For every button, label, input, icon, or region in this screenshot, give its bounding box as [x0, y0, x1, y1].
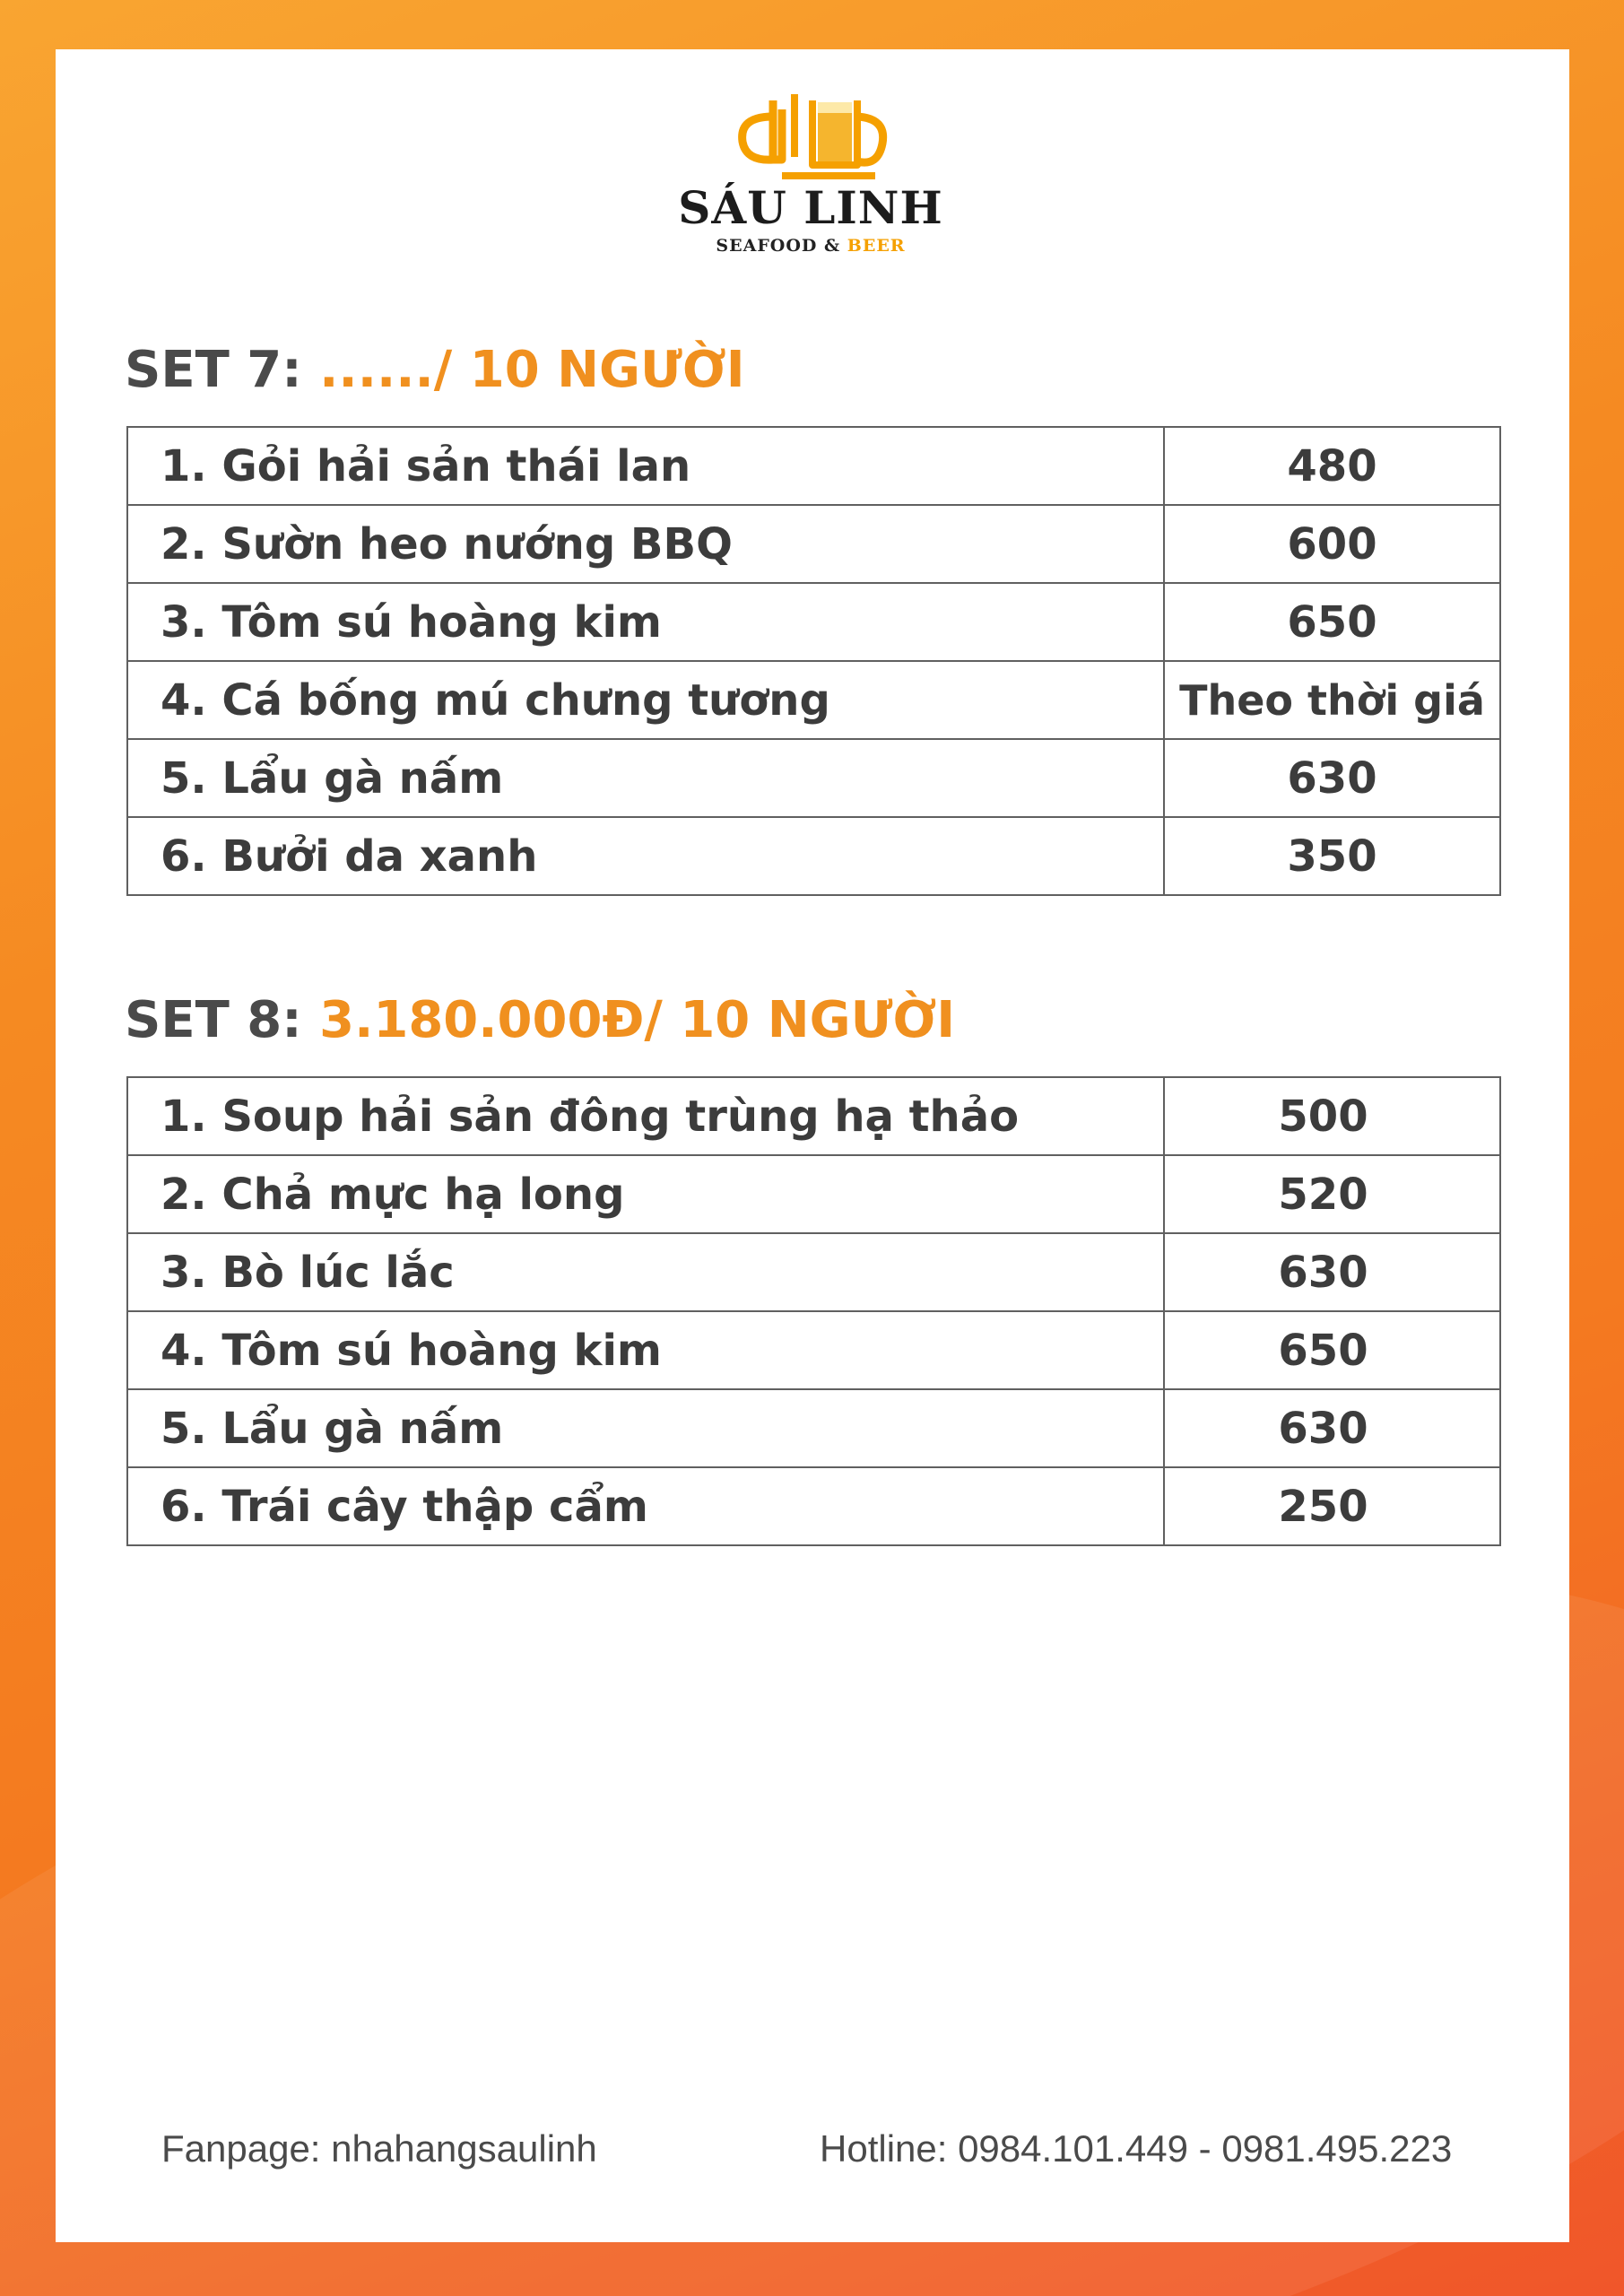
beer-glasses-icon [730, 90, 891, 184]
set8-price: 3.180.000Đ/ 10 NGƯỜI [319, 991, 956, 1049]
dish-price: 350 [1164, 817, 1500, 895]
table-row [127, 1233, 1500, 1311]
dish-name: 3. Tôm sú hoàng kim [127, 583, 1164, 661]
table-row [127, 1311, 1500, 1389]
table-row [127, 661, 1500, 739]
set7-heading [125, 341, 745, 399]
brand-tagline [669, 238, 952, 255]
dish-name: 4. Cá bống mú chưng tương [127, 661, 1164, 739]
table-row [127, 1389, 1500, 1467]
brand-tagline-accent: BEER [847, 236, 906, 256]
brand-tagline-main: SEAFOOD & [716, 236, 841, 256]
dish-name: 2. Sườn heo nướng BBQ [127, 505, 1164, 583]
dish-name: 1. Soup hải sản đông trùng hạ thảo [127, 1077, 1164, 1155]
set8-label: SET 8: [125, 991, 302, 1049]
dish-price: 630 [1164, 739, 1500, 817]
table-row [127, 1155, 1500, 1233]
dish-name: 2. Chả mực hạ long [127, 1155, 1164, 1233]
dish-price: Theo thời giá [1164, 661, 1500, 739]
dish-price: 630 [1164, 1389, 1500, 1467]
set8-menu-table [126, 1076, 1501, 1546]
fanpage-text: Fanpage: nhahangsaulinh [161, 2127, 597, 2170]
table-row [127, 739, 1500, 817]
set7-menu-table [126, 426, 1501, 896]
dish-price: 500 [1164, 1077, 1500, 1155]
dish-price: 630 [1164, 1233, 1500, 1311]
set7-label: SET 7: [125, 341, 302, 399]
dish-price: 520 [1164, 1155, 1500, 1233]
dish-price: 650 [1164, 583, 1500, 661]
set7-price: ....../ 10 NGƯỜI [319, 341, 745, 399]
dish-price: 650 [1164, 1311, 1500, 1389]
dish-name: 5. Lẩu gà nấm [127, 1389, 1164, 1467]
set8-heading [125, 991, 956, 1049]
table-row [127, 1467, 1500, 1545]
dish-price: 600 [1164, 505, 1500, 583]
brand-name: SÁU LINH [678, 181, 943, 234]
dish-name: 5. Lẩu gà nấm [127, 739, 1164, 817]
dish-name: 6. Trái cây thập cẩm [127, 1467, 1164, 1545]
brand-logo [669, 85, 952, 269]
table-row [127, 817, 1500, 895]
table-row [127, 583, 1500, 661]
menu-card [56, 49, 1569, 2242]
table-row [127, 427, 1500, 505]
dish-name: 6. Bưởi da xanh [127, 817, 1164, 895]
table-row [127, 1077, 1500, 1155]
dish-price: 250 [1164, 1467, 1500, 1545]
dish-name: 1. Gỏi hải sản thái lan [127, 427, 1164, 505]
dish-price: 480 [1164, 427, 1500, 505]
table-row [127, 505, 1500, 583]
dish-name: 3. Bò lúc lắc [127, 1233, 1164, 1311]
dish-name: 4. Tôm sú hoàng kim [127, 1311, 1164, 1389]
hotline-text: Hotline: 0984.101.449 - 0981.495.223 [820, 2127, 1453, 2170]
